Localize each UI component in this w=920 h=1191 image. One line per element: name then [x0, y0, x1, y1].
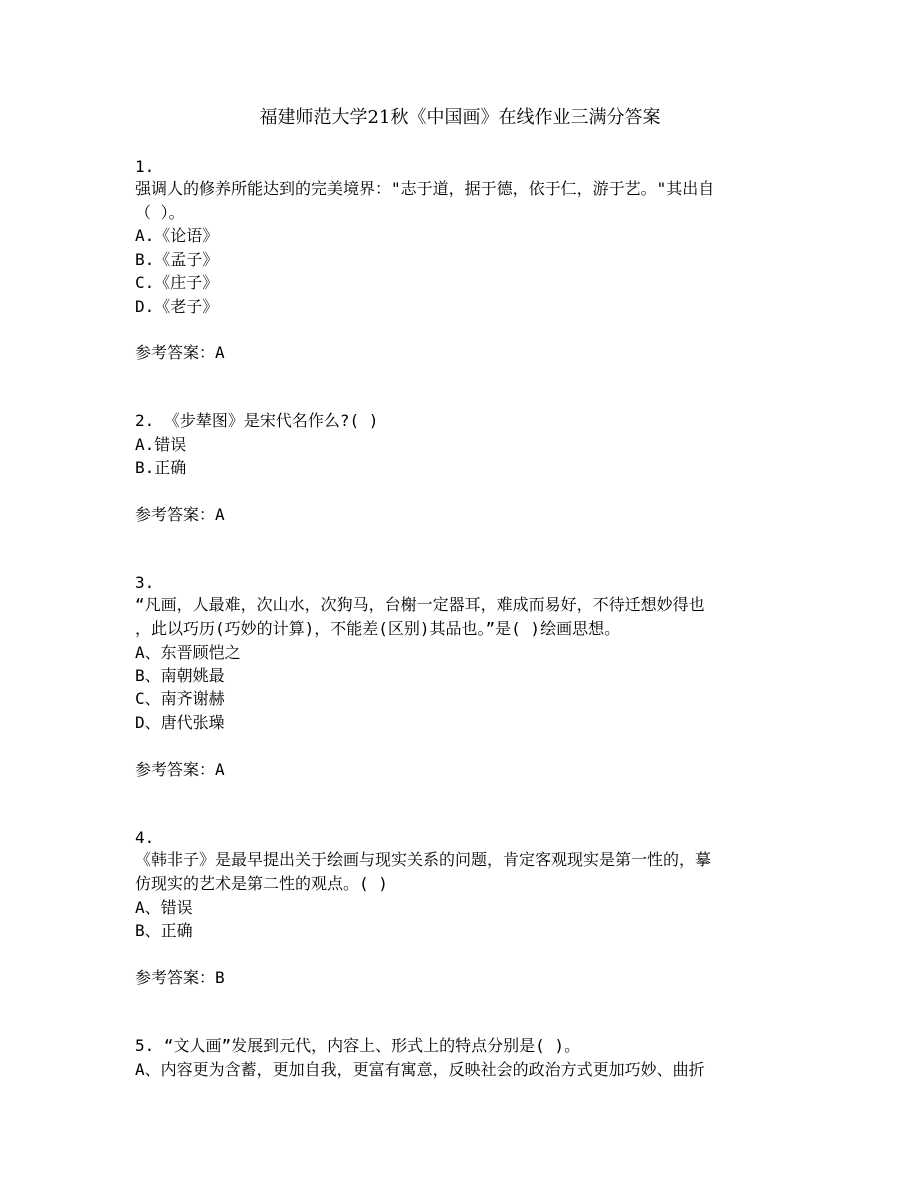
- question-2-option-b: B.正确: [135, 458, 187, 477]
- question-1-option-d: D.《老子》: [135, 297, 219, 316]
- question-3-option-c: C、南齐谢赫: [135, 689, 225, 708]
- question-4-option-a: A、错误: [135, 898, 193, 917]
- question-5-option-a: A、内容更为含蓄，更加自我，更富有寓意，反映社会的政治方式更加巧妙、曲折: [135, 1060, 705, 1079]
- question-1-option-a: A.《论语》: [135, 226, 219, 245]
- question-2-option-a: A.错误: [135, 435, 187, 454]
- question-3-answer: 参考答案：A: [135, 760, 225, 779]
- question-4-stem-line-2: 仿现实的艺术是第二性的观点。( ): [135, 874, 388, 893]
- question-3-stem-line-1: “凡画，人最难，次山水，次狗马，台榭一定器耳，难成而易好，不待迁想妙得也: [135, 595, 705, 614]
- question-4-option-b: B、正确: [135, 921, 193, 940]
- question-3-number: 3.: [135, 573, 155, 592]
- question-3-stem-line-2: ，此以巧历(巧妙的计算)，不能差(区别)其品也。”是( )绘画思想。: [135, 619, 621, 638]
- question-3-option-b: B、南朝姚最: [135, 666, 225, 685]
- question-5-stem: 5. “文人画”发展到元代，内容上、形式上的特点分别是( )。: [135, 1036, 581, 1055]
- question-1-stem-line-1: 强调人的修养所能达到的完美境界："志于道，据于德，依于仁，游于艺。"其出自: [135, 179, 715, 198]
- document-title: 福建师范大学21秋《中国画》在线作业三满分答案: [259, 107, 661, 128]
- question-3-option-d: D、唐代张璪: [135, 713, 225, 732]
- question-2-answer: 参考答案：A: [135, 505, 225, 524]
- question-4-answer: 参考答案：B: [135, 968, 225, 987]
- question-1-answer: 参考答案：A: [135, 343, 225, 362]
- question-1-stem-line-2: （ ）。: [135, 203, 185, 222]
- question-4-number: 4.: [135, 828, 155, 847]
- question-1-number: 1.: [135, 157, 155, 176]
- question-3-option-a: A、东晋顾恺之: [135, 643, 241, 662]
- question-1-option-b: B.《孟子》: [135, 250, 219, 269]
- question-1-option-c: C.《庄子》: [135, 273, 219, 292]
- question-2-stem: 2. 《步辇图》是宋代名作么?( ): [135, 411, 379, 430]
- question-4-stem-line-1: 《韩非子》是最早提出关于绘画与现实关系的问题，肯定客观现实是第一性的，摹: [135, 850, 712, 869]
